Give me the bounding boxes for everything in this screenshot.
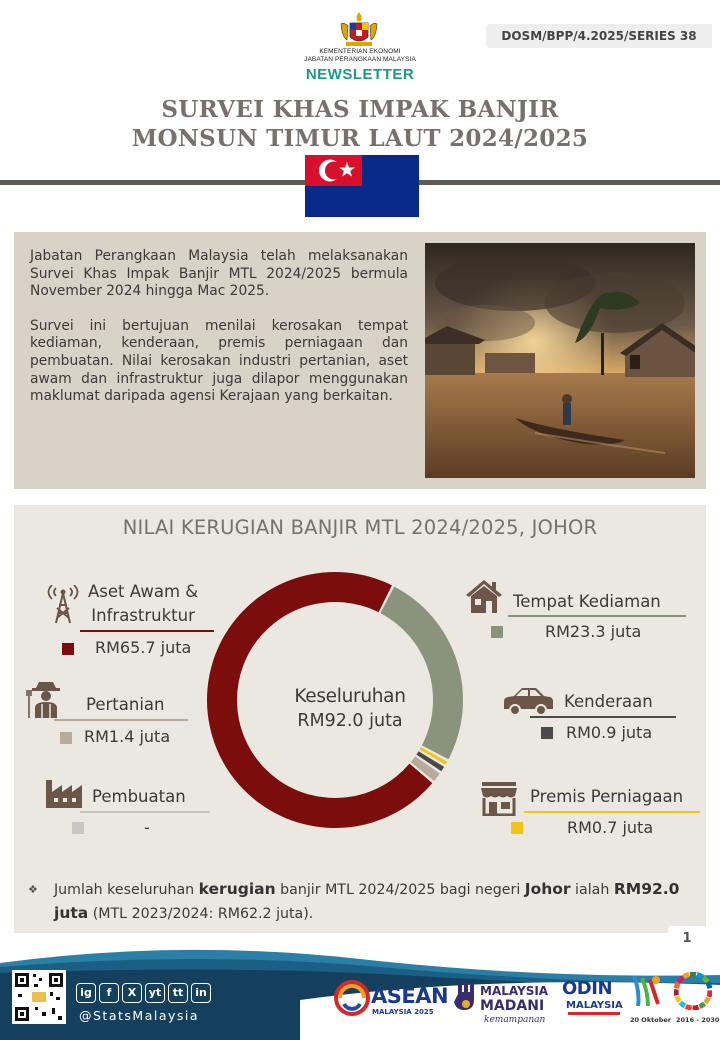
category-aset-awam [88, 580, 198, 628]
category-name: Aset Awam & Infrastruktur [88, 582, 199, 625]
category-name-kediaman: Tempat Kediaman [513, 592, 661, 611]
house-icon [465, 578, 503, 614]
madani-hand-icon [454, 980, 478, 1016]
social-links [76, 983, 211, 1003]
social-handle[interactable]: @StatsMalaysia [79, 1008, 200, 1023]
page-title-line2: MONSUN TIMUR LAUT 2024/2025 [131, 125, 589, 152]
linkedin-icon[interactable]: in [191, 983, 211, 1003]
tiktok-icon[interactable]: tt [168, 983, 188, 1003]
car-icon [502, 685, 554, 717]
total-label: Keseluruhan [294, 686, 406, 707]
facebook-icon[interactable]: f [99, 983, 119, 1003]
madani-logo-2: MADANI [480, 998, 545, 1014]
category-value-kediaman: RM23.3 juta [545, 622, 642, 641]
tower-icon [46, 585, 80, 625]
world-statistics-day-icon [628, 972, 664, 1008]
category-underline [508, 615, 686, 617]
donut-slice-1 [380, 587, 463, 760]
category-value-aset: RM65.7 juta [95, 638, 192, 657]
madani-logo-3: kemampanan [484, 1015, 546, 1025]
farmer-icon [26, 680, 66, 720]
series-tag: DOSM/BPP/4.2025/SERIES 38 [486, 24, 712, 48]
madani-logo-1: MALAYSIA [480, 984, 549, 998]
asean-logo: ASEAN [371, 984, 449, 1008]
category-underline [524, 811, 700, 813]
category-name-pembuatan: Pembuatan [92, 787, 186, 806]
coat-of-arms-icon [338, 10, 380, 48]
category-underline [80, 630, 214, 632]
legend-swatch-premis [511, 822, 523, 834]
asean-logo-sub: MALAYSIA 2025 [372, 1008, 434, 1016]
losses-title: NILAI KERUGIAN BANJIR MTL 2024/2025, JOHOR [122, 516, 598, 539]
intro-paragraph-2: Survei ini bertujuan menilai kerosakan tempat kediaman, kenderaan, premis perniagaan dan pembuatan. Nilai kerosakan industri pertanian, aset awam dan infrastruktur juga dilapor menggunakan maklumat daripada agensi Kerajaan yang berkaitan. [30, 317, 408, 405]
factory-icon [44, 774, 84, 808]
category-value-premis: RM0.7 juta [567, 818, 654, 837]
newsletter-label: NEWSLETTER [305, 66, 415, 83]
category-name-premis: Premis Perniagaan [530, 787, 684, 806]
legend-swatch-pertanian [60, 732, 72, 744]
category-underline [54, 719, 188, 721]
legend-swatch-pembuatan [72, 822, 84, 834]
ministry-name: KEMENTERIAN EKONOMI JABATAN PERANGKAAN MALAYSIA [304, 48, 416, 63]
instagram-icon[interactable]: ig [76, 983, 96, 1003]
category-underline [530, 716, 676, 718]
intro-paragraph-1: Jabatan Perangkaan Malaysia telah melaksanakan Survei Khas Impak Banjir MTL 2024/2025 bermula November 2024 hingga Mac 2025. [30, 248, 408, 300]
total-value: RM92.0 juta [297, 711, 403, 731]
intro-text [30, 248, 408, 406]
world-statistics-day-date: 20 Oktober [630, 1016, 671, 1024]
page-number: 1 [668, 926, 706, 952]
category-underline [80, 811, 210, 813]
category-name-pertanian: Pertanian [86, 695, 165, 714]
shop-icon [480, 780, 518, 816]
legend-swatch-kenderaan [541, 727, 553, 739]
diamond-bullet-icon: ❖ [28, 883, 38, 896]
johor-flag-icon [305, 155, 419, 217]
legend-swatch-kediaman [491, 626, 503, 638]
youtube-icon[interactable]: yt [145, 983, 165, 1003]
asean-swirl-icon [334, 980, 370, 1016]
legend-swatch-aset [62, 643, 74, 655]
x-icon[interactable]: X [122, 983, 142, 1003]
sdg-years: 2016 - 2030 [676, 1016, 720, 1024]
summary-note: ❖ Jumlah keseluruhan kerugian banjir MTL 2024/2025 bagi negeri Johor ialah RM92.0 juta (MTL 2023/2024: RM62.2 juta). [28, 880, 680, 922]
qr-code-icon [12, 970, 66, 1024]
category-value-kenderaan: RM0.9 juta [566, 723, 653, 742]
odin-accent [568, 1012, 620, 1015]
sdg-wheel-icon [674, 972, 712, 1010]
category-value-pembuatan: - [144, 818, 150, 837]
flood-photo [425, 243, 695, 478]
page-title-line1: SURVEI KHAS IMPAK BANJIR [161, 96, 559, 123]
category-name-kenderaan: Kenderaan [564, 692, 653, 711]
category-value-pertanian: RM1.4 juta [84, 727, 171, 746]
odin-logo: ODIN [562, 978, 613, 999]
odin-logo-sub: MALAYSIA [566, 1000, 623, 1011]
